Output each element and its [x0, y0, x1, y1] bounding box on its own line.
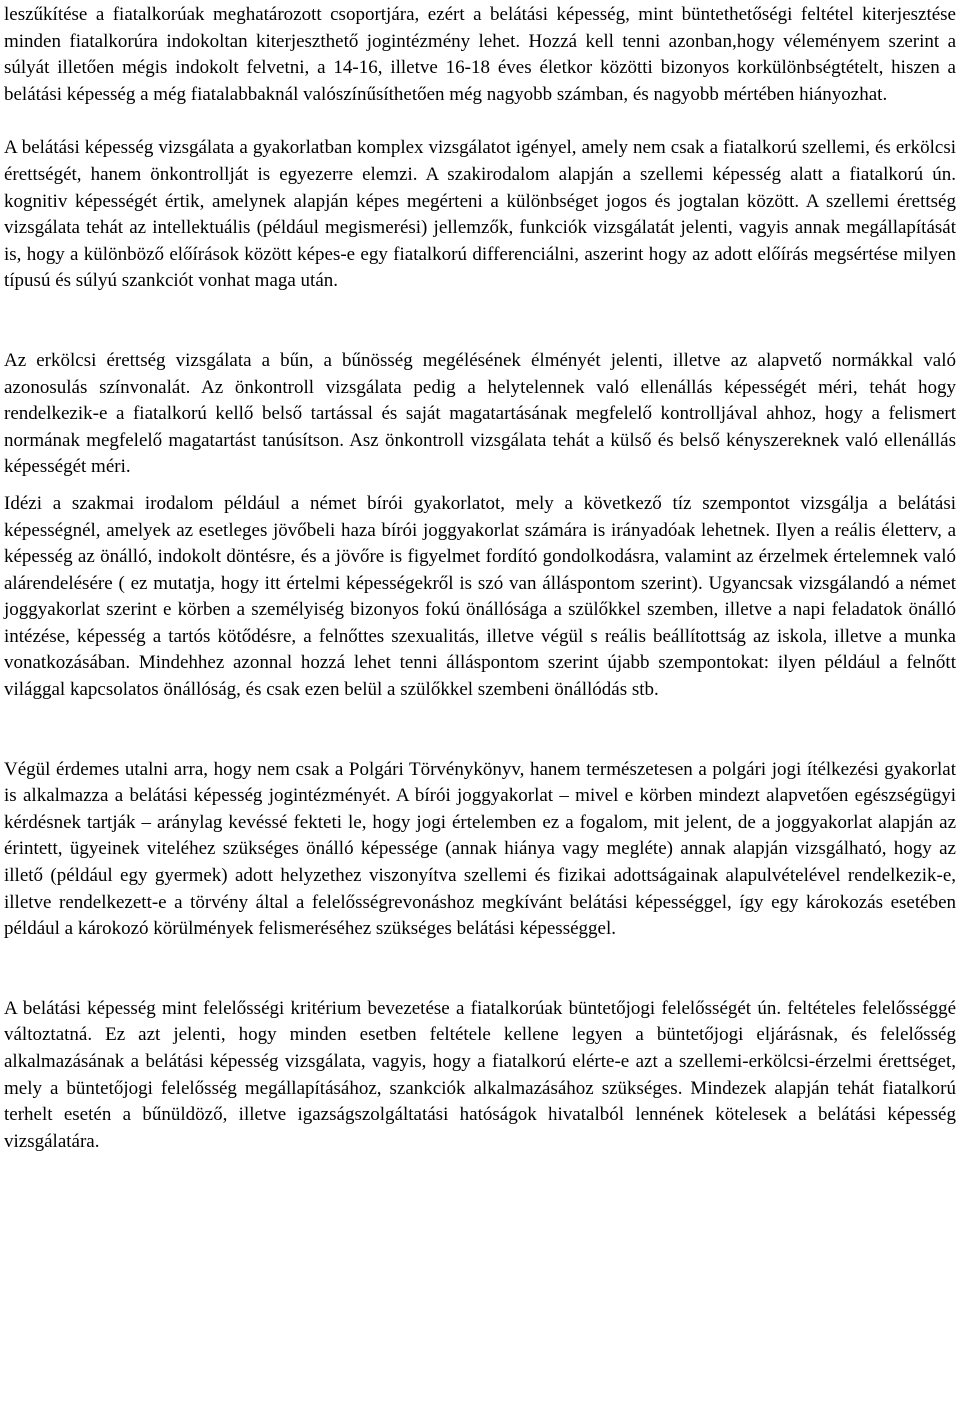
paragraph-1: leszűkítése a fiatalkorúak meghatározott csoportjára, ezért a belátási képesség, mint büntethetőségi feltétel kiterjesztése minden fiatalkorúra indokoltan kiterjeszthető jogintézmény lehet. Hozzá kell tenni azonban,hogy véleményem szerint a súlyát illetően mégis indokolt felvetni, a 14-16, illetve 16-18 éves életkor közötti bizonyos korkülönbségtételt, hiszen a belátási képesség a még fiatalabbaknál valószínűsíthetően még nagyobb számban, és nagyobb mértében hiányozhat.	[4, 4, 956, 105]
paragraph-6: A belátási képesség mint felelősségi kritérium bevezetése a fiatalkorúak büntetőjogi felelősségét ún. feltételes felelősséggé változtatná. Ez azt jelenti, hogy minden esetben feltétele kellene legyen a büntetőjogi eljárásnak, és felelősség alkalmazásának a belátási képesség vizsgálata, vagyis, hogy a fiatalkorú elérte-e azt a szellemi-erkölcsi-érzelmi érettséget, mely a büntetőjogi felelősség megállapításához, szankciók alkalmazásához szükséges. Mindezek alapján tehát fiatalkorú terhelt esetén a bűnüldöző, illetve igazságszolgáltatási hatóságok hivatalból lennének kötelesek a belátási képesség vizsgálatára.	[4, 997, 956, 1152]
paragraph-5: Végül érdemes utalni arra, hogy nem csak a Polgári Törvénykönyv, hanem természetesen a polgári jogi ítélkezési gyakorlat is alkalmazza a belátási képesség jogintézményét. A bírói joggyakorlat – mivel e körben mindezt alapvetően egészségügyi kérdésnek tartják – aránylag kevéssé fekteti le, hogy jogi értelemben ez a fogalom, mit jelent, de a joggyakorlat alapján az érintett, ügyeinek viteléhez szükséges önálló képessége (annak hiánya vagy megléte) annak alapján vizsgálható, hogy az illető (például egy gyermek) adott helyzethez viszonyítva szellemi és fizikai adottságainak alapulvételével rendelkezik-e, illetve rendelkezett-e a törvény által a felelősségrevonáshoz megkívánt belátási képességgel, így egy károkozás esetében például a károkozó körülmények felismeréséhez szükséges belátási képességgel.	[4, 758, 956, 940]
paragraph-2: A belátási képesség vizsgálata a gyakorlatban komplex vizsgálatot igényel, amely nem csak a fiatalkorú szellemi, és erkölcsi érettségét, hanem önkontrollját is egyezerre elemzi. A szakirodalom alapján a szellemi képesség alatt a fiatalkorú ún. kognitiv képességét értik, amelynek alapján képes megérteni a különbséget jogos és jogtalan között. A szellemi érettség vizsgálata tehát az intellektuális (például megismerési) jellemzők, funkciók vizsgálatát jelenti, vagyis annak megállapítását is, hogy a különböző előírások között képes-e egy fiatalkorú differenciálni, aszerint hogy az adott előírás megsértése milyen típusú és súlyú szankciót vonhat maga után.	[4, 137, 956, 292]
paragraph-3: Az erkölcsi érettség vizsgálata a bűn, a bűnösség megélésének élményét jelenti, illetve az alapvető normákkal való azonosulás színvonalát. Az önkontroll vizsgálata pedig a helytelennek való ellenállás képességét méri, tehát hogy rendelkezik-e a fiatalkorú kellő belső tartással és saját magatartásának megfelelő kontrolljával ahhoz, hogy a felismert normának megfelelő magatartást tanúsítson. Asz önkontroll vizsgálata tehát a külső és belső kényszereknek való ellenállás képességét méri.	[4, 349, 956, 478]
paragraph-4: Idézi a szakmai irodalom például a német bírói gyakorlatot, mely a következő tíz szempontot vizsgálja a belátási képességnél, amelyek az esetleges jövőbeli haza bírói joggyakorlat számára is irányadóak lehetnek. Ilyen a reális életterv, a képesség az önálló, indokolt döntésre, és a jövőre is figyelmet fordító gondolkodásra, valamint az érzelmek értelemnek való alárendelésére ( ez mutatja, hogy itt értelmi képességekről is szó van álláspontom szerint). Ugyancsak vizsgálandó a német joggyakorlat szerint e körben a személyiség bizonyos fokú önállósága a szülőkkel szemben, illetve a napi feladatok önálló intézése, képesség a tartós kötődésre, a felnőttes szexualitás, illetve végül s reális beállítottság az iskola, illetve a munka vonatkozásában. Mindehhez azonnal hozzá lehet tenni álláspontom szerint újabb szempontokat: ilyen például a felnőtt világgal kapcsolatos önállóság, és csak ezen belül a szülőkkel szembeni önállódás stb.	[4, 492, 956, 701]
document-page	[4, 0, 956, 1155]
